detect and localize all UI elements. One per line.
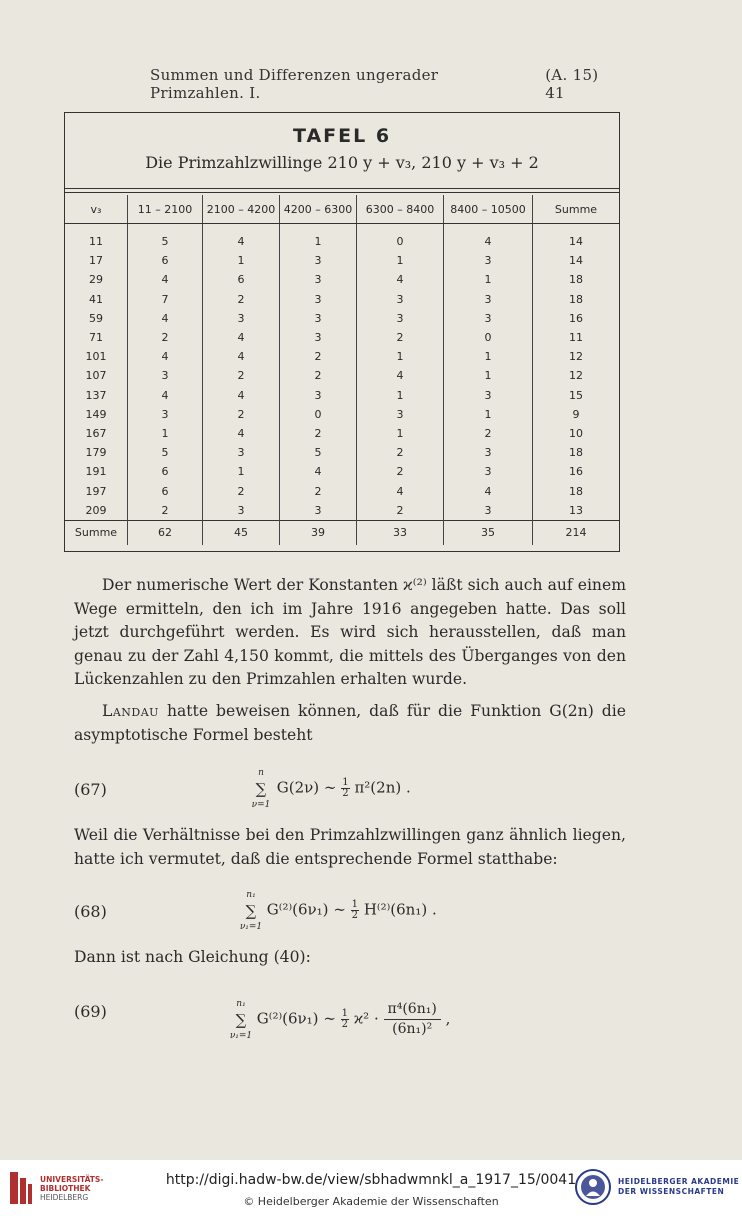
relation-symbol: ∼ <box>323 778 337 797</box>
table-cell: 2 <box>280 424 357 443</box>
total-cell: 45 <box>203 520 280 545</box>
column-header: 4200 – 6300 <box>280 195 357 224</box>
table-cell: 11 <box>533 328 620 347</box>
table-cell: 3 <box>203 501 280 521</box>
total-cell: 62 <box>128 520 203 545</box>
table-cell: 2 <box>280 347 357 366</box>
table-cell: 1 <box>357 424 444 443</box>
table-cell: 3 <box>357 405 444 424</box>
table-cell: 4 <box>203 347 280 366</box>
fraction: $\frac{1}{2}$ <box>342 777 349 799</box>
table-cell: 6 <box>128 481 203 500</box>
paragraph-twins: Weil die Verhältnisse bei den Primzahlzwillingen ganz ähnlich liegen, hatte ich vermutet, daß die entsprechende Formel statthabe: <box>74 826 626 868</box>
total-cell: 33 <box>357 520 444 545</box>
table-cell: 4 <box>444 224 533 252</box>
table-cell: 137 <box>85 388 107 402</box>
table-cell: 18 <box>533 290 620 309</box>
table-cell: 3 <box>203 309 280 328</box>
table-cell: 17 <box>89 254 103 268</box>
table-cell: 4 <box>128 386 203 405</box>
table-body <box>65 224 619 521</box>
formula-lhs: G⁽²⁾(6ν₁) <box>266 900 329 919</box>
formula-rhs: H⁽²⁾(6n₁) . <box>363 900 437 919</box>
table-cell: 167 <box>85 426 107 440</box>
table-cell: 0 <box>357 224 444 252</box>
table-cell: 2 <box>128 501 203 521</box>
table-cell: 149 <box>85 407 107 421</box>
table-cell: 1 <box>444 405 533 424</box>
table-cell: 16 <box>533 462 620 481</box>
table-cell: 2 <box>444 424 533 443</box>
sum-symbol: ∑ n₁ ν₁=1 <box>239 889 263 932</box>
table-cell: 1 <box>203 462 280 481</box>
table-cell: 197 <box>85 484 107 498</box>
table-row <box>65 328 619 347</box>
column-header: v₃ <box>65 195 128 224</box>
sum-symbol: ∑ n ν=1 <box>251 767 271 810</box>
table-cell: 5 <box>128 224 203 252</box>
table-cell: 15 <box>533 386 620 405</box>
fraction: $\frac{1}{2}$ <box>351 899 359 921</box>
table-row <box>65 424 619 443</box>
table-cell: 9 <box>533 405 620 424</box>
table-cell: 101 <box>85 350 107 364</box>
table-cell: 107 <box>85 369 107 383</box>
copyright-text: © Heidelberger Akademie der Wissenschaften <box>243 1195 499 1208</box>
table-cell: 4 <box>203 424 280 443</box>
table-cell: 41 <box>89 292 103 306</box>
table-row <box>65 270 619 289</box>
table-cell: 0 <box>280 405 357 424</box>
table-cell: 4 <box>357 270 444 289</box>
academy-name: HEIDELBERGER AKADEMIE DER WISSENSCHAFTEN <box>618 1177 740 1196</box>
table-cell: 4 <box>444 481 533 500</box>
table-cell: 209 <box>85 503 107 517</box>
table-cell: 2 <box>128 328 203 347</box>
column-header: 8400 – 10500 <box>444 195 533 224</box>
table-cell: 10 <box>533 424 620 443</box>
table-row <box>65 481 619 500</box>
table-cell: 2 <box>280 481 357 500</box>
table-cell: 3 <box>444 251 533 270</box>
equation-number: (67) <box>74 780 107 799</box>
table-row <box>65 290 619 309</box>
table-row <box>65 462 619 481</box>
twin-prime-table <box>65 195 619 545</box>
table-cell: 3 <box>444 443 533 462</box>
total-cell: 35 <box>444 520 533 545</box>
table-cell: 3 <box>357 309 444 328</box>
formula-69 <box>74 988 626 1041</box>
running-head <box>150 66 630 102</box>
table-row <box>65 405 619 424</box>
table-row <box>65 309 619 328</box>
table-cell: 3 <box>280 386 357 405</box>
table-cell: 2 <box>357 501 444 521</box>
table-cell: 3 <box>203 443 280 462</box>
table-cell: 3 <box>280 290 357 309</box>
table-row <box>65 386 619 405</box>
table-cell: 2 <box>357 443 444 462</box>
column-header: 11 – 2100 <box>128 195 203 224</box>
table-cell: 3 <box>280 309 357 328</box>
table-cell: 71 <box>89 331 103 345</box>
column-header: Summe <box>533 195 620 224</box>
table-subtitle: Die Primzahlzwillinge 210 y + v₃, 210 y + v₃ + 2 <box>145 153 539 172</box>
table-cell: 4 <box>203 386 280 405</box>
table-cell: 7 <box>128 290 203 309</box>
table-cell: 6 <box>128 251 203 270</box>
table-cell: 12 <box>533 347 620 366</box>
table-cell: 3 <box>357 290 444 309</box>
table-row <box>65 224 619 252</box>
table-cell: 1 <box>444 347 533 366</box>
column-header: 2100 – 4200 <box>203 195 280 224</box>
table-cell: 2 <box>203 290 280 309</box>
table-cell: 1 <box>357 386 444 405</box>
table-cell: 59 <box>89 311 103 325</box>
table-cell: 2 <box>203 366 280 385</box>
table-cell: 2 <box>203 405 280 424</box>
table-cell: 4 <box>280 462 357 481</box>
running-title: Summen und Differenzen ungerader Primzahlen. I. <box>150 66 439 102</box>
relation-symbol: ∼ <box>333 900 346 919</box>
table-cell: 4 <box>128 270 203 289</box>
table-cell: 2 <box>357 328 444 347</box>
table-cell: 13 <box>533 501 620 521</box>
table-cell: 3 <box>280 328 357 347</box>
total-cell: 39 <box>280 520 357 545</box>
table-cell: 3 <box>444 501 533 521</box>
table-cell: 14 <box>533 251 620 270</box>
big-fraction: $\frac{\text{π⁴(6n₁)}}{\text{(6n₁)²}}$ <box>384 1000 441 1039</box>
viewer-footer <box>0 1160 742 1216</box>
total-row <box>65 520 619 545</box>
table-cell: 1 <box>444 270 533 289</box>
table-title: TAFEL 6 <box>292 125 392 147</box>
total-cell: Summe <box>65 520 128 545</box>
table-cell: 5 <box>128 443 203 462</box>
table-row <box>65 347 619 366</box>
table-cell: 3 <box>444 290 533 309</box>
formula-lhs: G⁽²⁾(6ν₁) <box>256 1009 319 1028</box>
table-cell: 18 <box>533 270 620 289</box>
paragraph-landau <box>74 700 626 747</box>
table-cell: 29 <box>89 273 103 287</box>
formula-68 <box>74 886 626 936</box>
document-url-link[interactable]: http://digi.hadw-bw.de/view/sbhadwmnkl_a_1917_15/0041 <box>165 1172 577 1188</box>
equation-number: (68) <box>74 902 107 921</box>
sum-symbol: ∑ n₁ ν₁=1 <box>229 998 253 1041</box>
table-cell: 18 <box>533 481 620 500</box>
relation-symbol: ∼ <box>323 1009 336 1028</box>
table-cell: 2 <box>280 366 357 385</box>
table-cell: 12 <box>533 366 620 385</box>
formula-rhs: π²(2n) . <box>354 778 411 797</box>
table-cell: 14 <box>533 224 620 252</box>
total-cell: 214 <box>533 520 620 545</box>
table-cell: 4 <box>128 347 203 366</box>
table-cell: 16 <box>533 309 620 328</box>
formula-67 <box>74 764 626 814</box>
paragraph-constant: Der numerische Wert der Konstanten ϰ⁽²⁾ läßt sich auch auf einem Wege ermitteln, den ich im Jahre 1916 angegeben hatte. Das soll jetzt durchgeführt werden. Es wird sich herausstellen, daß man genau zu der Zahl 4,150 kommt, die mittels des Überganges von den Lückenzahlen zu den Primzahlen erhalten wurde. <box>74 576 626 688</box>
table-cell: 4 <box>203 224 280 252</box>
table-cell: 4 <box>357 481 444 500</box>
table-divider <box>65 188 619 189</box>
table-cell: 18 <box>533 443 620 462</box>
fraction: $\frac{1}{2}$ <box>341 1008 349 1030</box>
table-row <box>65 251 619 270</box>
table-cell: 1 <box>357 347 444 366</box>
table-row <box>65 443 619 462</box>
table-cell: 3 <box>444 386 533 405</box>
tafel-6-table-frame <box>64 112 620 552</box>
table-cell: 11 <box>89 235 103 249</box>
table-row <box>65 366 619 385</box>
table-cell: 3 <box>128 366 203 385</box>
table-cell: 4 <box>203 328 280 347</box>
table-cell: 179 <box>85 446 107 460</box>
table-cell: 3 <box>280 501 357 521</box>
table-cell: 1 <box>444 366 533 385</box>
table-header-row <box>65 195 619 224</box>
table-cell: 1 <box>128 424 203 443</box>
table-cell: 3 <box>444 309 533 328</box>
table-cell: 6 <box>203 270 280 289</box>
table-cell: 4 <box>357 366 444 385</box>
table-cell: 191 <box>85 465 107 479</box>
column-header: 6300 – 8400 <box>357 195 444 224</box>
table-cell: 4 <box>128 309 203 328</box>
table-cell: 5 <box>280 443 357 462</box>
paragraph-then: Dann ist nach Gleichung (40): <box>74 948 311 966</box>
table-row <box>65 501 619 521</box>
equation-number: (69) <box>74 1002 107 1021</box>
paragraph-landau-text: hatte beweisen können, daß für die Funktion G(2n) die asymptotische Formel besteht <box>74 702 626 744</box>
table-cell: 2 <box>203 481 280 500</box>
formula-mid: ϰ² · <box>353 1009 379 1028</box>
table-cell: 3 <box>280 251 357 270</box>
formula-tail: , <box>445 1009 451 1028</box>
section-ref: (A. 15) <box>545 66 599 84</box>
page-number: 41 <box>545 84 565 102</box>
table-cell: 2 <box>357 462 444 481</box>
table-cell: 3 <box>280 270 357 289</box>
table-cell: 1 <box>203 251 280 270</box>
table-cell: 1 <box>280 224 357 252</box>
university-library-name: UNIVERSITÄTS- BIBLIOTHEK HEIDELBERG <box>40 1175 104 1202</box>
table-cell: 3 <box>444 462 533 481</box>
table-cell: 6 <box>128 462 203 481</box>
table-cell: 1 <box>357 251 444 270</box>
author-name: Landau <box>102 702 159 720</box>
academy-seal-icon <box>574 1168 612 1206</box>
table-cell: 0 <box>444 328 533 347</box>
formula-lhs: G(2ν) <box>276 778 320 797</box>
table-cell: 3 <box>128 405 203 424</box>
table-divider <box>65 192 619 193</box>
